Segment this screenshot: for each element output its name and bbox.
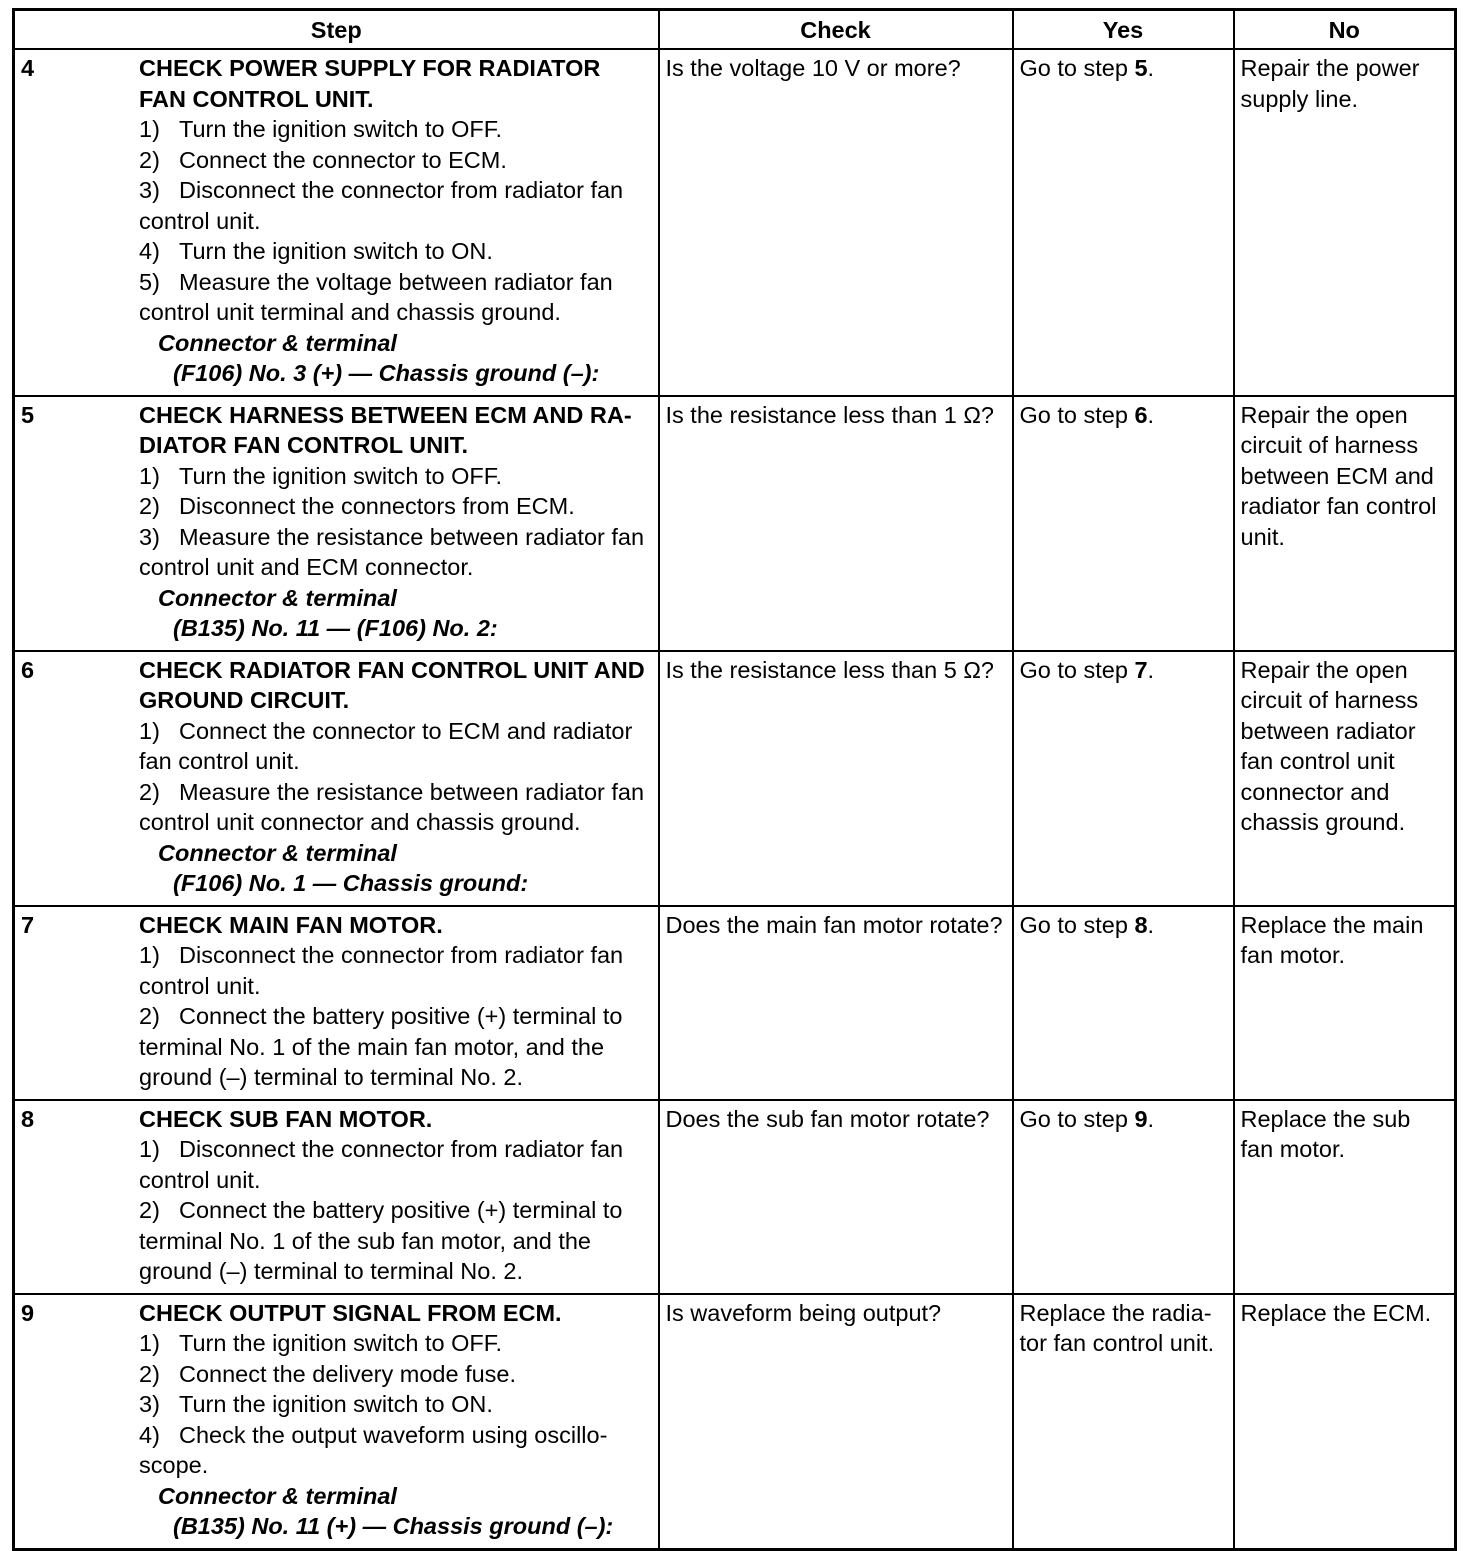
- connector-terminal-label: Connector & terminal: [158, 839, 397, 866]
- yes-suffix: .: [1147, 401, 1155, 428]
- no-cell: Repair the open circuit of harness between radiator fan control unit connector and chassis ground.: [1234, 651, 1456, 906]
- yes-text: Go to step: [1019, 911, 1135, 938]
- no-cell: Replace the sub fan motor.: [1234, 1100, 1456, 1294]
- substep-text: Connect the battery positive (+) terminal to terminal No. 1 of the sub fan motor, and the ground (–) terminal to terminal No. 2.: [139, 1197, 623, 1284]
- table-row: [14, 1294, 1456, 1550]
- step-title: CHECK OUTPUT SIGNAL FROM ECM.: [139, 1299, 562, 1326]
- substep: [139, 1420, 652, 1481]
- substep: [139, 1195, 652, 1287]
- step-title: CHECK HARNESS BETWEEN ECM AND RA- DIATOR FAN CONTROL UNIT.: [139, 401, 632, 458]
- substep-number: 1): [139, 1330, 160, 1356]
- substep-number: 1): [139, 942, 160, 968]
- check-cell: Is the resistance less than 5 Ω?: [659, 651, 1013, 906]
- substep-text: Connect the connector to ECM.: [179, 146, 507, 173]
- header-check: Check: [659, 10, 1013, 50]
- substep-number: 4): [139, 1421, 160, 1448]
- step-title: CHECK POWER SUPPLY FOR RADIATOR FAN CONTROL UNIT.: [139, 55, 601, 112]
- yes-cell: [1013, 396, 1234, 651]
- yes-text: Go to step: [1019, 656, 1135, 683]
- substep: [139, 522, 652, 583]
- substep-text: Disconnect the connector from radiator fan control unit.: [139, 177, 624, 234]
- yes-cell: [1013, 1294, 1234, 1550]
- substep-list: [139, 114, 652, 328]
- table-row: [14, 1100, 1456, 1294]
- yes-step-number: 6: [1134, 401, 1148, 428]
- substep-list: [139, 461, 652, 583]
- step-cell: [14, 396, 659, 651]
- substep: [139, 940, 652, 1001]
- substep: [139, 1359, 652, 1390]
- step-title: CHECK RADIATOR FAN CONTROL UNIT AND GROUND CIRCUIT.: [139, 656, 645, 713]
- step-title: CHECK SUB FAN MOTOR.: [139, 1105, 433, 1132]
- step-number: 6: [21, 656, 35, 683]
- substep-text: Check the output waveform using oscillo- scope.: [139, 1421, 608, 1478]
- check-cell: Is the resistance less than 1 Ω?: [659, 396, 1013, 651]
- yes-text: Replace the radia- tor fan control unit.: [1019, 1299, 1215, 1356]
- yes-step-number: 9: [1134, 1105, 1148, 1132]
- substep-text: Turn the ignition switch to OFF.: [179, 1330, 503, 1356]
- yes-step-number: 5: [1134, 55, 1148, 81]
- step-title: CHECK MAIN FAN MOTOR.: [139, 911, 443, 938]
- no-cell: Replace the main fan motor.: [1234, 906, 1456, 1100]
- substep-text: Measure the resistance between radiator fan control unit connector and chassis ground.: [139, 778, 645, 835]
- step-cell: [14, 906, 659, 1100]
- substep-number: 1): [139, 462, 160, 489]
- yes-step-number: 7: [1134, 656, 1148, 683]
- substep: [139, 236, 652, 267]
- substep: [139, 1328, 652, 1359]
- substep: [139, 267, 652, 328]
- substep-number: 1): [139, 1136, 160, 1162]
- yes-step-number: 8: [1134, 911, 1148, 938]
- substep: [139, 1001, 652, 1093]
- substep: [139, 175, 652, 236]
- substep-list: [139, 1328, 652, 1481]
- substep-number: 2): [139, 1197, 160, 1223]
- substep-list: [139, 716, 652, 838]
- check-cell: Does the sub fan motor rotate?: [659, 1100, 1013, 1294]
- substep-text: Measure the voltage between radiator fan control unit terminal and chassis ground.: [139, 268, 613, 325]
- substep: [139, 145, 652, 176]
- substep-number: 2): [139, 493, 160, 519]
- substep-text: Measure the resistance between radiator fan control unit and ECM connector.: [139, 523, 645, 580]
- substep-number: 2): [139, 778, 160, 805]
- yes-cell: [1013, 49, 1234, 396]
- substep-text: Turn the ignition switch to OFF.: [179, 462, 503, 489]
- yes-text: Go to step: [1019, 1105, 1135, 1132]
- connector-terminal-value: (F106) No. 1 — Chassis ground:: [173, 870, 529, 896]
- header-yes: Yes: [1013, 10, 1234, 50]
- table-row: [14, 906, 1456, 1100]
- substep: [139, 777, 652, 838]
- step-cell: [14, 1100, 659, 1294]
- step-cell: [14, 1294, 659, 1550]
- substep-text: Disconnect the connector from radiator fan control unit.: [139, 1136, 624, 1193]
- substep-text: Turn the ignition switch to ON.: [179, 1391, 493, 1417]
- diagnostic-table: [12, 8, 1457, 1551]
- substep-text: Connect the connector to ECM and radiator fan control unit.: [139, 717, 633, 774]
- no-cell: Replace the ECM.: [1234, 1294, 1456, 1550]
- substep-text: Disconnect the connectors from ECM.: [179, 493, 575, 519]
- substep-number: 4): [139, 238, 160, 264]
- substep-text: Connect the battery positive (+) terminal to terminal No. 1 of the main fan motor, and the ground (–) terminal to terminal No. 2.: [139, 1003, 623, 1090]
- substep-text: Disconnect the connector from radiator fan control unit.: [139, 942, 624, 999]
- substep-text: Connect the delivery mode fuse.: [179, 1360, 517, 1387]
- step-number: 7: [21, 911, 35, 938]
- check-cell: Is waveform being output?: [659, 1294, 1013, 1550]
- connector-terminal-label: Connector & terminal: [158, 1482, 397, 1509]
- step-cell: [14, 651, 659, 906]
- table-row: [14, 651, 1456, 906]
- connector-terminal-value: (F106) No. 3 (+) — Chassis ground (–):: [173, 360, 600, 386]
- header-step: Step: [14, 10, 659, 50]
- yes-suffix: .: [1147, 911, 1155, 938]
- substep-number: 1): [139, 717, 160, 744]
- substep-list: [139, 940, 652, 1093]
- table-row: [14, 49, 1456, 396]
- substep-text: Turn the ignition switch to ON.: [179, 238, 493, 264]
- yes-cell: [1013, 651, 1234, 906]
- table-body: [14, 49, 1456, 1549]
- substep-number: 3): [139, 177, 160, 203]
- substep: [139, 491, 652, 522]
- yes-cell: [1013, 1100, 1234, 1294]
- no-cell: Repair the open circuit of harness between ECM and radiator fan control unit.: [1234, 396, 1456, 651]
- yes-text: Go to step: [1019, 401, 1135, 428]
- yes-suffix: .: [1147, 656, 1155, 683]
- connector-terminal-value: (B135) No. 11 — (F106) No. 2:: [173, 615, 498, 641]
- header-row: [14, 10, 1456, 50]
- substep-number: 5): [139, 268, 160, 295]
- connector-terminal-value: (B135) No. 11 (+) — Chassis ground (–):: [173, 1513, 614, 1539]
- substep: [139, 1134, 652, 1195]
- step-cell: [14, 49, 659, 396]
- substep: [139, 114, 652, 145]
- substep-number: 1): [139, 116, 160, 142]
- substep-text: Turn the ignition switch to OFF.: [179, 116, 503, 142]
- substep: [139, 1389, 652, 1420]
- yes-text: Go to step: [1019, 55, 1135, 81]
- step-number: 8: [21, 1105, 35, 1132]
- step-number: 4: [21, 55, 35, 81]
- substep: [139, 461, 652, 492]
- yes-suffix: .: [1147, 55, 1155, 81]
- check-cell: Does the main fan motor rotate?: [659, 906, 1013, 1100]
- substep-number: 2): [139, 1003, 160, 1029]
- no-cell: Repair the power supply line.: [1234, 49, 1456, 396]
- check-cell: Is the voltage 10 V or more?: [659, 49, 1013, 396]
- substep-list: [139, 1134, 652, 1287]
- step-number: 5: [21, 401, 35, 428]
- yes-suffix: .: [1147, 1105, 1155, 1132]
- substep-number: 2): [139, 146, 160, 173]
- substep-number: 3): [139, 523, 160, 550]
- yes-cell: [1013, 906, 1234, 1100]
- substep-number: 2): [139, 1360, 160, 1387]
- substep-number: 3): [139, 1391, 160, 1417]
- table-row: [14, 396, 1456, 651]
- substep: [139, 716, 652, 777]
- step-number: 9: [21, 1299, 35, 1326]
- connector-terminal-label: Connector & terminal: [158, 584, 397, 611]
- connector-terminal-label: Connector & terminal: [158, 329, 397, 356]
- header-no: No: [1234, 10, 1456, 50]
